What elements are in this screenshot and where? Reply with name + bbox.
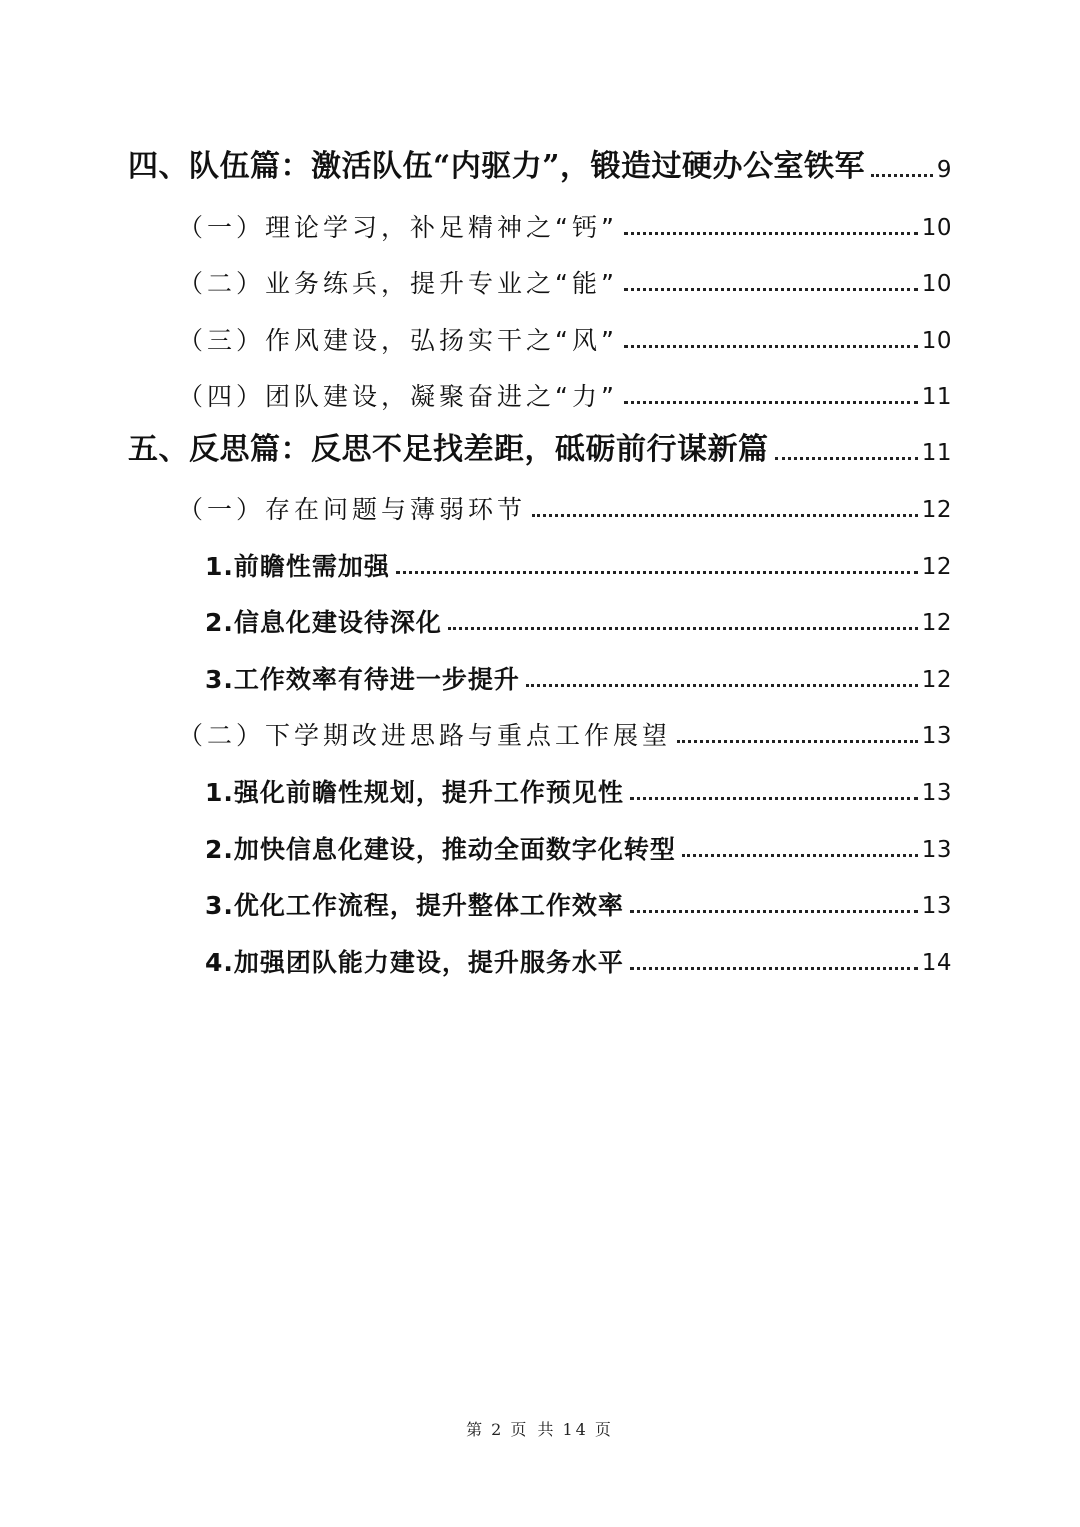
toc-entry-page: 12 bbox=[921, 554, 952, 580]
toc-entry[interactable] bbox=[205, 591, 952, 635]
toc-entry[interactable] bbox=[178, 309, 952, 353]
toc-entry-page: 12 bbox=[921, 667, 952, 693]
toc-entry-title: 2.信息化建设待深化 bbox=[205, 608, 442, 637]
toc-entry-page: 11 bbox=[921, 440, 952, 466]
footer-suffix: 页 bbox=[594, 1420, 614, 1439]
toc-leader-dots bbox=[630, 967, 918, 970]
page-footer bbox=[0, 1417, 1080, 1440]
toc-leader-dots bbox=[682, 854, 918, 857]
toc-entry-page: 10 bbox=[921, 271, 952, 297]
toc-entry-title: 3.优化工作流程，提升整体工作效率 bbox=[205, 891, 624, 920]
toc-leader-dots bbox=[775, 457, 918, 460]
toc-entry-page: 10 bbox=[921, 328, 952, 354]
toc-leader-dots bbox=[448, 627, 918, 630]
footer-current-page: 2 bbox=[491, 1420, 505, 1439]
toc-entry[interactable] bbox=[205, 648, 952, 692]
toc-entry-page: 9 bbox=[936, 157, 952, 183]
toc-entry-page: 12 bbox=[921, 497, 952, 523]
toc-leader-dots bbox=[630, 797, 918, 800]
footer-total-pages: 14 bbox=[562, 1420, 589, 1439]
toc-entry[interactable] bbox=[178, 478, 952, 522]
toc-entry[interactable] bbox=[205, 535, 952, 579]
toc-leader-dots bbox=[526, 684, 918, 687]
toc-entry-page: 13 bbox=[921, 723, 952, 749]
toc-entry-title: 五、反思篇：反思不足找差距，砥砺前行谋新篇 bbox=[128, 432, 769, 467]
toc-entry-title: 3.工作效率有待进一步提升 bbox=[205, 665, 520, 694]
toc-entry-page: 13 bbox=[921, 893, 952, 919]
toc-leader-dots bbox=[871, 174, 933, 177]
toc-leader-dots bbox=[677, 740, 918, 743]
toc-leader-dots bbox=[624, 401, 918, 404]
toc-entry-title: （一）理论学习，补足精神之“钙” bbox=[178, 213, 618, 242]
toc-entry[interactable] bbox=[205, 931, 952, 975]
toc-entry-page: 10 bbox=[921, 215, 952, 241]
toc-entry[interactable] bbox=[128, 138, 952, 182]
toc-leader-dots bbox=[624, 345, 918, 348]
toc-leader-dots bbox=[624, 288, 918, 291]
footer-prefix: 第 bbox=[466, 1420, 486, 1439]
toc-entry-title: 1.强化前瞻性规划，提升工作预见性 bbox=[205, 778, 624, 807]
toc-entry[interactable] bbox=[178, 252, 952, 296]
toc-entry-title: 1.前瞻性需加强 bbox=[205, 552, 390, 581]
toc-entry-page: 11 bbox=[921, 384, 952, 410]
toc-leader-dots bbox=[396, 571, 918, 574]
toc-entry[interactable] bbox=[205, 818, 952, 862]
toc-entry-page: 13 bbox=[921, 837, 952, 863]
toc-entry-title: （一）存在问题与薄弱环节 bbox=[178, 495, 527, 524]
toc-entry-title: （三）作风建设，弘扬实干之“风” bbox=[178, 326, 618, 355]
toc-entry-page: 13 bbox=[921, 780, 952, 806]
footer-middle: 页 共 bbox=[510, 1420, 557, 1439]
toc-entry-title: 2.加快信息化建设，推动全面数字化转型 bbox=[205, 835, 676, 864]
toc-entry-page: 12 bbox=[921, 610, 952, 636]
toc-entry-title: （二）业务练兵，提升专业之“能” bbox=[178, 269, 618, 298]
toc-entry[interactable] bbox=[205, 874, 952, 918]
toc-entry[interactable] bbox=[178, 196, 952, 240]
toc-leader-dots bbox=[630, 910, 918, 913]
toc-entry[interactable] bbox=[205, 761, 952, 805]
toc-entry-title: 4.加强团队能力建设，提升服务水平 bbox=[205, 948, 624, 977]
toc-entry[interactable] bbox=[128, 421, 952, 465]
toc-leader-dots bbox=[624, 232, 918, 235]
toc-entry-title: （二）下学期改进思路与重点工作展望 bbox=[178, 721, 672, 750]
toc-leader-dots bbox=[532, 514, 918, 517]
toc-entry[interactable] bbox=[178, 704, 952, 748]
toc-entry[interactable] bbox=[178, 365, 952, 409]
toc-entry-title: （四）团队建设，凝聚奋进之“力” bbox=[178, 382, 618, 411]
toc-entry-page: 14 bbox=[921, 950, 952, 976]
toc-entry-title: 四、队伍篇：激活队伍“内驱力”，锻造过硬办公室铁军 bbox=[128, 149, 866, 184]
